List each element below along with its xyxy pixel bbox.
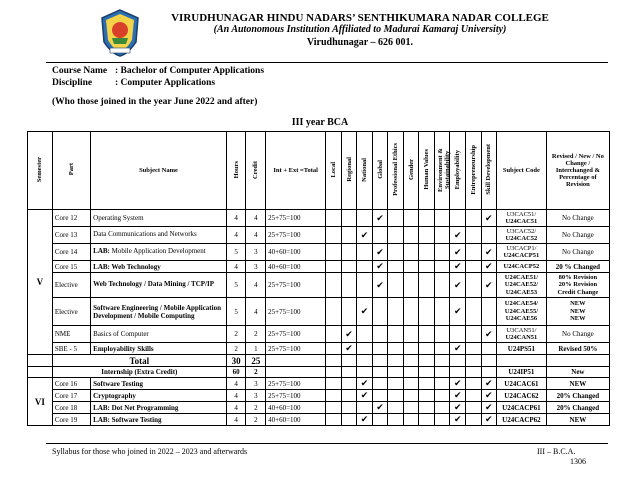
check-icon: ✔: [450, 261, 466, 273]
header-row: [28, 132, 610, 210]
revision-cell: 20 % Changed: [546, 261, 609, 273]
col-credit: Credit: [252, 160, 260, 179]
internship-label: Internship (Extra Credit): [52, 367, 226, 378]
check-icon: ✔: [357, 414, 373, 426]
subject-cell: Mobile Application Development: [109, 247, 206, 256]
revision-cell: Revised 50%: [546, 343, 609, 355]
col-regional: Regional: [345, 157, 353, 182]
check-icon: ✔: [481, 210, 497, 227]
col-gender: Gender: [407, 159, 415, 180]
subject-cell: Operating System: [91, 210, 227, 227]
check-icon: ✔: [481, 414, 497, 426]
marks-cell: 25+75=100: [266, 227, 326, 244]
subject-cell: LAB: Software Testing: [91, 414, 227, 426]
col-hours: Hours: [232, 160, 240, 179]
marks-cell: 25+75=100: [266, 210, 326, 227]
code-line: U24CACP61: [497, 402, 547, 414]
col-national: National: [361, 157, 369, 182]
subject-cell: Data Communications and Networks: [91, 227, 227, 244]
col-global: Global: [376, 160, 384, 179]
check-icon: ✔: [357, 390, 373, 402]
check-icon: ✔: [450, 244, 466, 261]
col-skill-development: Skill Development: [485, 144, 493, 195]
college-name: VIRUDHUNAGAR HINDU NADARS’ SENTHIKUMARA NADAR COLLEGE: [171, 12, 549, 24]
credit-cell: 2: [246, 326, 266, 343]
revision-cell: NEW: [546, 414, 609, 426]
course-name-line: [52, 66, 265, 76]
code-line: U24CAC52: [505, 235, 538, 242]
code-line: U24CACP51: [503, 252, 540, 259]
total-hours: 30: [226, 355, 246, 367]
hours-cell: 4: [226, 414, 246, 426]
code-line: U24CAE52/: [504, 281, 539, 289]
revision-line: NEW: [570, 307, 586, 315]
table-row: [28, 402, 610, 414]
col-employability: Employability: [454, 149, 462, 190]
marks-cell: 40+60=100: [266, 244, 326, 261]
internship-code: U24IP51: [497, 367, 547, 378]
course-name-value: : Bachelor of Computer Applications: [115, 66, 265, 76]
table-row: [28, 414, 610, 426]
footer-course: III – B.C.A.: [537, 447, 576, 456]
table-row: [28, 227, 610, 244]
check-icon: ✔: [357, 298, 373, 326]
semester-cell: V: [28, 210, 53, 355]
joining-note: (Who those joined in the year June 2022 and after): [52, 97, 258, 107]
check-icon: ✔: [372, 244, 388, 261]
table-row: [28, 273, 610, 298]
discipline-line: [52, 78, 216, 88]
college-affiliation: (An Autonomous Institution Affiliated to Madurai Kamaraj University): [213, 24, 507, 35]
revision-cell: NEW: [546, 378, 609, 390]
code-line: U24CACP52: [497, 261, 547, 273]
semester-cell: VI: [28, 378, 53, 426]
check-icon: ✔: [341, 326, 357, 343]
check-icon: ✔: [372, 402, 388, 414]
hours-cell: 4: [226, 210, 246, 227]
internship-revision: New: [546, 367, 609, 378]
revision-cell: 20% Changed: [546, 390, 609, 402]
table-row: [28, 244, 610, 261]
hours-cell: 4: [226, 402, 246, 414]
col-professional-ethics: Professional Ethics: [392, 143, 400, 196]
code-line: U3CACP1/: [506, 244, 537, 252]
internship-credit: 2: [246, 367, 266, 378]
page-number: 1306: [570, 457, 586, 466]
col-semester: Semester: [36, 156, 44, 183]
col-int-ext: Int + Ext =Total: [266, 132, 326, 210]
code-line: U24CAE51/: [504, 273, 539, 281]
check-icon: ✔: [481, 244, 497, 261]
hours-cell: 2: [226, 326, 246, 343]
credit-cell: 2: [246, 414, 266, 426]
table-row: [28, 343, 610, 355]
marks-cell: 25+75=100: [266, 273, 326, 298]
col-part: Part: [68, 163, 75, 176]
hours-cell: 5: [226, 273, 246, 298]
code-line: U24PS51: [497, 343, 547, 355]
check-icon: ✔: [481, 261, 497, 273]
credit-cell: 4: [246, 273, 266, 298]
college-emblem-icon: [98, 8, 142, 58]
part-cell: Core 14: [52, 244, 90, 261]
col-revised: Revised / New / No Change / Interchanged & Percentage of Revision: [546, 132, 609, 210]
subject-cell: LAB: Web Technology: [91, 261, 227, 273]
col-subject-code: Subject Code: [497, 132, 547, 210]
marks-cell: 40+60=100: [266, 414, 326, 426]
subject-cell: Software Engineering / Mobile Application Development / Mobile Computing: [91, 298, 227, 326]
internship-row: [28, 367, 610, 378]
col-local: Local: [329, 161, 337, 178]
credit-cell: 4: [246, 210, 266, 227]
marks-cell: 25+75=100: [266, 343, 326, 355]
revision-line: NEW: [570, 300, 586, 308]
internship-hours: 60: [226, 367, 246, 378]
hours-cell: 4: [226, 261, 246, 273]
col-environment: Environment & Sustainability: [436, 147, 451, 192]
revision-cell: 20% Changed: [546, 402, 609, 414]
part-cell: Core 12: [52, 210, 90, 227]
hours-cell: 5: [226, 244, 246, 261]
revision-cell: No Change: [546, 244, 609, 261]
code-line: U24CAN51: [505, 334, 538, 341]
discipline-label: Discipline: [52, 78, 93, 88]
code-line: U24CACP62: [497, 414, 547, 426]
revision-line: NEW: [570, 315, 586, 323]
table-row: [28, 378, 610, 390]
subject-cell: Cryptography: [91, 390, 227, 402]
code-line: U24CAE53: [505, 288, 538, 296]
revision-line: 20% Revision: [558, 281, 598, 289]
total-label: Total: [52, 355, 226, 367]
credit-cell: 3: [246, 390, 266, 402]
check-icon: ✔: [357, 378, 373, 390]
col-subject-name: Subject Name: [91, 132, 227, 210]
footer-syllabus-note: Syllabus for those who joined in 2022 – 2023 and afterwards: [52, 447, 248, 456]
revision-cell: No Change: [546, 227, 609, 244]
revision-cell: No Change: [546, 326, 609, 343]
course-name-label: Course Name: [52, 66, 108, 76]
revision-line: Credit Change: [557, 288, 599, 296]
code-line: U24CAE56: [505, 315, 538, 323]
hours-cell: 2: [226, 343, 246, 355]
total-credit: 25: [246, 355, 266, 367]
part-cell: Core 18: [52, 402, 90, 414]
college-header: [0, 0, 640, 62]
marks-cell: 40+60=100: [266, 261, 326, 273]
code-line: U24CAC62: [497, 390, 547, 402]
discipline-value: : Computer Applications: [115, 78, 216, 88]
check-icon: ✔: [372, 210, 388, 227]
code-line: U3CAC52/: [506, 227, 537, 235]
hours-cell: 4: [226, 227, 246, 244]
credit-cell: 3: [246, 244, 266, 261]
part-cell: Core 15: [52, 261, 90, 273]
subject-cell: Web Technology / Data Mining / TCP/IP: [91, 273, 227, 298]
check-icon: ✔: [372, 261, 388, 273]
subject-cell: LAB: Dot Net Programming: [91, 402, 227, 414]
col-human-values: Human Values: [423, 149, 431, 190]
marks-cell: 25+75=100: [266, 378, 326, 390]
part-cell: SBE - 5: [52, 343, 90, 355]
check-icon: ✔: [450, 390, 466, 402]
check-icon: ✔: [481, 273, 497, 298]
part-cell: Elective: [52, 273, 90, 298]
code-line: U24CAE54/: [504, 300, 539, 308]
syllabus-table: [27, 131, 610, 426]
credit-cell: 3: [246, 378, 266, 390]
revision-line: 80% Revision: [558, 273, 598, 281]
subject-cell: Employability Skills: [91, 343, 227, 355]
check-icon: ✔: [357, 227, 373, 244]
check-icon: ✔: [481, 402, 497, 414]
subject-lab-prefix: LAB:: [93, 247, 110, 256]
check-icon: ✔: [481, 326, 497, 343]
check-icon: ✔: [450, 273, 466, 298]
code-line: U3CAN51/: [506, 326, 537, 334]
part-cell: Elective: [52, 298, 90, 326]
check-icon: ✔: [481, 378, 497, 390]
part-cell: Core 19: [52, 414, 90, 426]
check-icon: ✔: [450, 343, 466, 355]
hours-cell: 5: [226, 298, 246, 326]
credit-cell: 4: [246, 298, 266, 326]
part-cell: Core 16: [52, 378, 90, 390]
table-row: [28, 210, 610, 227]
check-icon: ✔: [372, 273, 388, 298]
check-icon: ✔: [450, 414, 466, 426]
subject-cell: Software Testing: [91, 378, 227, 390]
check-icon: ✔: [450, 402, 466, 414]
credit-cell: 3: [246, 261, 266, 273]
marks-cell: 40+60=100: [266, 402, 326, 414]
total-row: [28, 355, 610, 367]
check-icon: ✔: [450, 298, 466, 326]
header-divider: [46, 62, 608, 63]
part-cell: Core 17: [52, 390, 90, 402]
marks-cell: 25+75=100: [266, 326, 326, 343]
check-icon: ✔: [481, 390, 497, 402]
table-row: [28, 298, 610, 326]
credit-cell: 2: [246, 402, 266, 414]
part-cell: NME: [52, 326, 90, 343]
code-line: U24CAC51: [505, 218, 538, 225]
table-row: [28, 326, 610, 343]
code-line: U24CAE55/: [504, 307, 539, 315]
table-title: III year BCA: [291, 117, 349, 128]
hours-cell: 4: [226, 378, 246, 390]
table-row: [28, 390, 610, 402]
marks-cell: 25+75=100: [266, 298, 326, 326]
check-icon: ✔: [341, 343, 357, 355]
college-place: Virudhunagar – 626 001.: [306, 37, 414, 48]
subject-cell: Basics of Computer: [91, 326, 227, 343]
code-line: U3CAC51/: [506, 210, 537, 218]
col-entrepreneurship: Entrepreneurship: [469, 144, 477, 195]
part-cell: Core 13: [52, 227, 90, 244]
credit-cell: 1: [246, 343, 266, 355]
marks-cell: 25+75=100: [266, 390, 326, 402]
check-icon: ✔: [450, 378, 466, 390]
credit-cell: 4: [246, 227, 266, 244]
revision-cell: No Change: [546, 210, 609, 227]
footer-divider: [46, 443, 608, 444]
check-icon: ✔: [450, 227, 466, 244]
hours-cell: 4: [226, 390, 246, 402]
code-line: U24CAC61: [497, 378, 547, 390]
table-row: [28, 261, 610, 273]
